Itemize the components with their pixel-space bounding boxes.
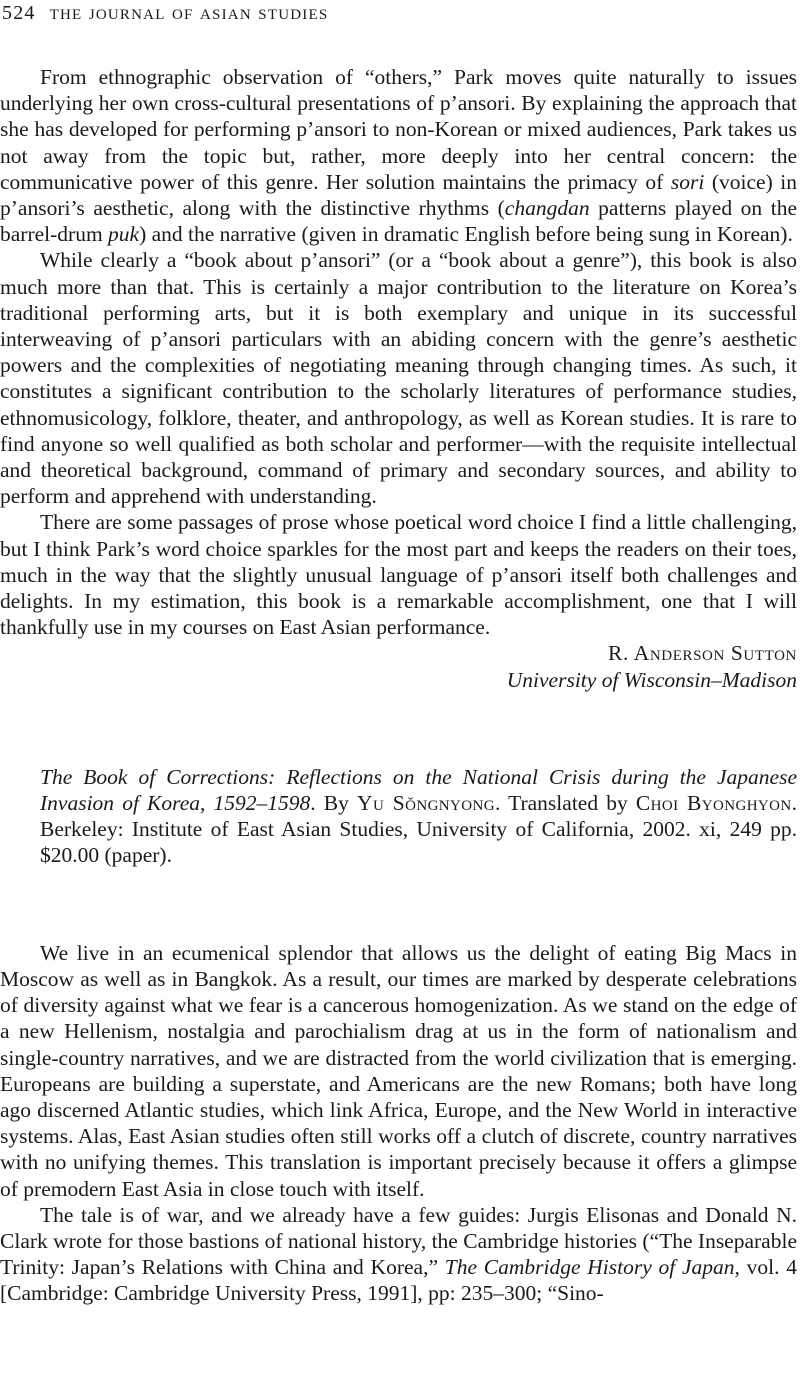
running-head xyxy=(2,0,328,25)
term-sori: sori xyxy=(670,169,705,194)
page-number: 524 xyxy=(2,2,36,24)
reviewer-signature xyxy=(0,640,797,692)
review2-paragraph-2: The tale is of war, and we already have a few guides: Jurgis Elisonas and Donald N. Clark wrote for those bastions of national history, the Cambridge histories (“The Inseparable Trinity: Japan’s Relations with China and Korea,” The Cambridge History of Japan, vol. 4 [Cambridge: Cambridge University Press, 1991], pp: 235–300; “Sino- xyxy=(0,1202,797,1306)
review1-paragraph-1: From ethnographic observation of “others,” Park moves quite naturally to issues underlying her own cross-cultural presentations of p’ansori. By explaining the approach that she has developed for performing p’ansori to non-Korean or mixed audiences, Park takes us not away from the topic but, rather, more deeply into her central concern: the communicative power of this genre. Her solution maintains the primacy of sori (voice) in p’ansori’s aesthetic, along with the distinctive rhythms (changdan patterns played on the barrel-drum puk) and the narrative (given in dramatic English before being sung in Korean). xyxy=(0,65,797,247)
reviewer-name: R. Anderson Sutton xyxy=(608,641,797,666)
review2-paragraph-1: We live in an ecumenical splendor that allows us the delight of eating Big Macs in Moscow as well as in Bangkok. As a result, our times are marked by desperate celebrations of diversity against what we fear is a cancerous homogenization. As we stand on the edge of a new Hellenism, nostalgia and parochialism drag at us in the form of nationalism and single-country narratives, and we are distracted from the world civilization that is emerging. Europeans are building a superstate, and Americans are the new Romans; both have long ago discerned Atlantic studies, which link Africa, Europe, and the New World in interactive systems. Alas, East Asian studies often still works off a clutch of discrete, country narratives with no unifying themes. This translation is important precisely because it offers a glimpse of premodern East Asia in close touch with itself. xyxy=(0,940,797,1201)
body-text xyxy=(0,64,797,1307)
term-changdan: changdan xyxy=(504,196,590,221)
term-puk: puk xyxy=(108,222,140,247)
book-author: Yu Sŏngnyong xyxy=(357,791,495,816)
journal-title: the journal of asian studies xyxy=(49,0,329,24)
book-citation: The Book of Corrections: Reflections on the National Crisis during the Japanese Invasion of Korea, 1592–1598. By Yu Sŏngnyong. Translated by Choi Byonghyon. Berkeley: Institute of East Asian Studies, University of California, 2002. xi, 249 pp. $20.00 (paper). xyxy=(40,764,797,868)
review2 xyxy=(0,940,797,1307)
review1-paragraph-2: While clearly a “book about p’ansori” (or a “book about a genre”), this book is also much more than that. This is certainly a major contribution to the literature on Korea’s traditional performing arts, but it is both exemplary and unique in its successful interweaving of p’ansori particulars with an abiding concern with the genre’s aesthetic powers and the complexities of negotiating meaning through changing times. As such, it constitutes a significant contribution to the scholarly literatures of performance studies, ethnomusicology, folklore, theater, and anthropology, as well as Korean studies. It is rare to find anyone so well qualified as both scholar and performer—with the requisite intellectual and theoretical background, command of primary and secondary sources, and ability to perform and apprehend with understanding. xyxy=(0,248,797,509)
book-title: The Book of Corrections: Reflections on the National Crisis during the Japanese Invasion of Korea, 1592–1598 xyxy=(40,764,797,816)
publication-info: . Berkeley: Institute of East Asian Studies, University of California, 2002. xi, 249 pp. $20.00 (paper). xyxy=(40,791,797,868)
book-translator: Choi Byonghyon xyxy=(635,791,792,816)
review1-paragraph-3: There are some passages of prose whose poetical word choice I find a little challenging, but I think Park’s word choice sparkles for the most part and keeps the readers on their toes, much in the way that the slightly unusual language of p’ansori itself both challenges and delights. In my estimation, this book is a remarkable accomplishment, one that I will thankfully use in my courses on East Asian performance. xyxy=(0,510,797,640)
reviewer-institution: University of Wisconsin–Madison xyxy=(506,667,797,692)
cited-work-title: The Cambridge History of Japan xyxy=(444,1255,735,1280)
